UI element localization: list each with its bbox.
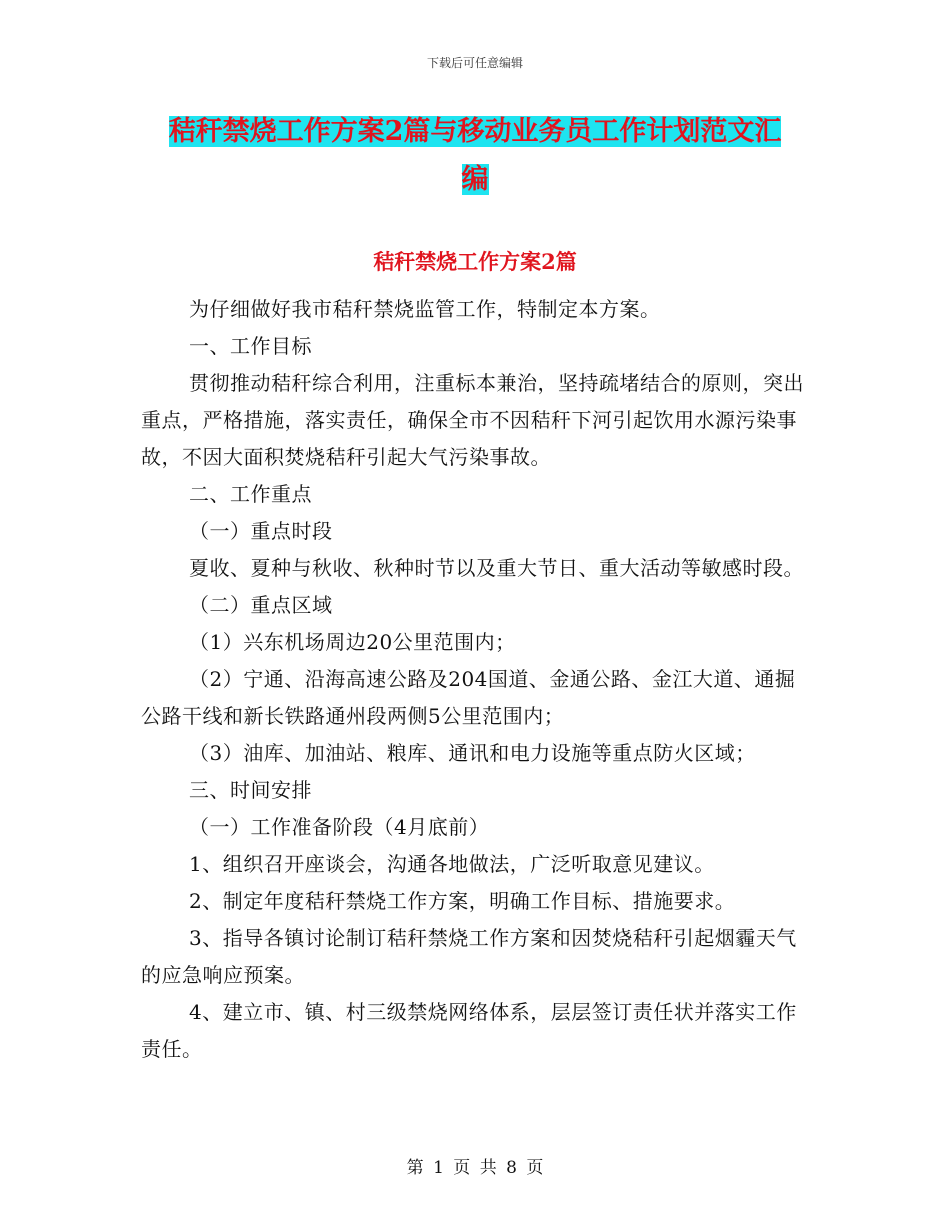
- paragraph: 夏收、夏种与秋收、秋种时节以及重大节日、重大活动等敏感时段。: [189, 556, 804, 580]
- heading-work-focus: 二、工作重点: [189, 482, 312, 506]
- document-title-line-2: 编: [461, 164, 489, 195]
- list-item: 1、组织召开座谈会，沟通各地做法，广泛听取意见建议。: [189, 852, 715, 876]
- list-item: 3、指导各镇讨论制订秸秆禁烧工作方案和因焚烧秸秆引起烟霾天气的应急响应预案。: [141, 926, 797, 987]
- heading-schedule: 三、时间安排: [189, 778, 312, 802]
- paragraph: 贯彻推动秸秆综合利用，注重标本兼治，坚持疏堵结合的原则，突出重点，严格措施，落实责任，确保全市不因秸秆下河引起饮用水源污染事故，不因大面积焚烧秸秆引起大气污染事故。: [141, 371, 804, 469]
- list-item: 4、建立市、镇、村三级禁烧网络体系，层层签订责任状并落实工作责任。: [141, 1000, 797, 1061]
- subheading-key-period: （一）重点时段: [189, 519, 333, 543]
- header-note: 下载后可任意编辑: [426, 56, 523, 70]
- list-item: 2、制定年度秸秆禁烧工作方案，明确工作目标、措施要求。: [189, 889, 736, 913]
- document-body: [141, 291, 809, 1068]
- document-title-line-1: 秸秆禁烧工作方案2篇与移动业务员工作计划范文汇: [168, 116, 782, 147]
- subheading-key-area: （二）重点区域: [189, 593, 333, 617]
- heading-work-goal: 一、工作目标: [189, 334, 312, 358]
- list-item: （2）宁通、沿海高速公路及204国道、金通公路、金江大道、通掘公路干线和新长铁路通州段两侧5公里范围内；: [141, 667, 796, 728]
- subheading-preparation-stage: （一）工作准备阶段（4月底前）: [189, 815, 490, 839]
- list-item: （1）兴东机场周边20公里范围内；: [189, 630, 516, 654]
- paragraph: 为仔细做好我市秸秆禁烧监管工作，特制定本方案。: [189, 297, 661, 321]
- section-title: 秸秆禁烧工作方案2篇: [373, 249, 577, 274]
- page-footer: 第 1 页 共 8 页: [406, 1158, 544, 1178]
- list-item: （3）油库、加油站、粮库、通讯和电力设施等重点防火区域；: [189, 741, 756, 765]
- document-title: [140, 108, 810, 204]
